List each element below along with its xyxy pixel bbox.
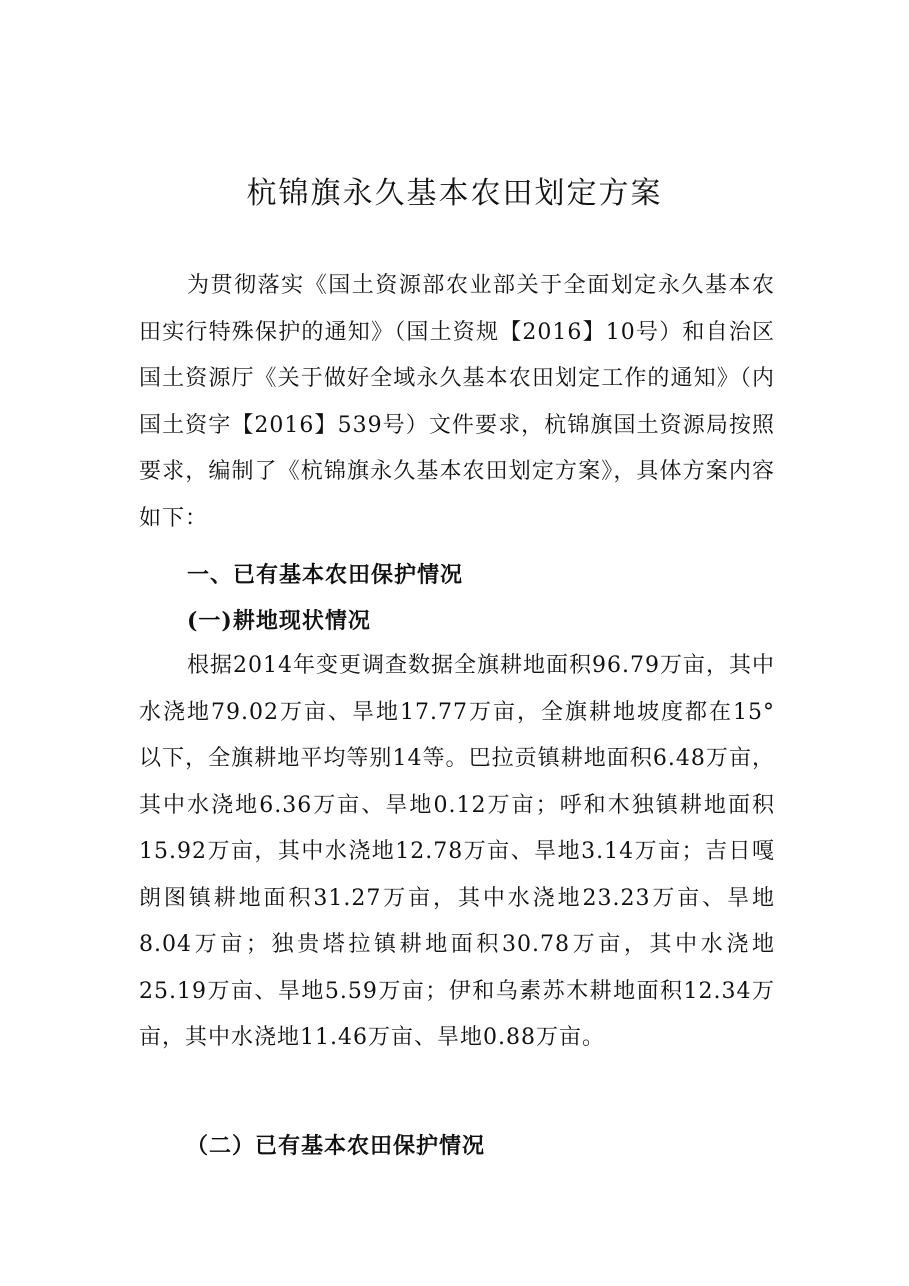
- section-heading-existing-farmland: 一、已有基本农田保护情况: [187, 563, 464, 588]
- document-title: 杭锦旗永久基本农田划定方案: [246, 176, 663, 211]
- cultivated-land-paragraph: 根据2014年变更调查数据全旗耕地面积96.79万亩，其中水浇地79.02万亩、旱地17.77万亩，全旗耕地坡度都在15°以下，全旗耕地平均等别14等。巴拉贡镇耕地面积6.48万亩，其中水浇地6.36万亩、旱地0.12万亩；呼和木独镇耕地面积15.92万亩，其中水浇地12.78万亩、旱地3.14万亩；吉日嘎朗图镇耕地面积31.27万亩，其中水浇地23.23万亩、旱地8.04万亩；独贵塔拉镇耕地面积30.78万亩，其中水浇地25.19万亩、旱地5.59万亩；伊和乌素苏木耕地面积12.34万亩，其中水浇地11.46万亩、旱地0.88万亩。: [139, 653, 775, 1050]
- subsection-heading-cultivated-land: (一)耕地现状情况: [187, 608, 371, 634]
- subsection-heading-farmland-protection: （二）已有基本农田保护情况: [186, 1133, 486, 1159]
- intro-paragraph: 为贯彻落实《国土资源部农业部关于全面划定永久基本农田实行特殊保护的通知》（国土资规【2016】10号）和自治区国土资源厅《关于做好全域永久基本农田划定工作的通知》（内国土资字【2016】539号）文件要求，杭锦旗国土资源局按照要求，编制了《杭锦旗永久基本农田划定方案》，具体方案内容如下：: [139, 273, 775, 531]
